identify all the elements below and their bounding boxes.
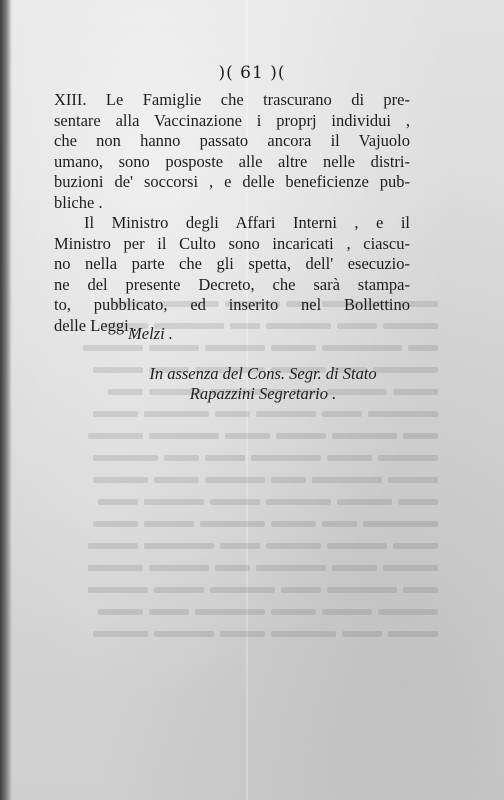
text-line: delle Leggi .	[54, 315, 137, 335]
text-line: buzioni de' soccorsi , e delle beneficienze pub-	[54, 172, 410, 191]
bleed-line	[78, 512, 438, 534]
paragraph-article-xiii	[54, 90, 410, 213]
bleed-line	[78, 556, 438, 578]
absence-line-1: In assenza del Cons. Segr. di Stato	[149, 364, 377, 383]
text-line: no nella parte che gli spetta, dell' esecuzio-	[54, 254, 410, 273]
signature-melzi: Melzi .	[128, 324, 173, 343]
bleed-through-text	[78, 292, 438, 672]
bleed-line	[78, 600, 438, 622]
text-line: to, pubblicato, ed inserito nel Bollettino	[54, 295, 410, 314]
absence-line-2: Rapazzini Segretario .	[189, 384, 337, 403]
decree-text	[54, 90, 410, 336]
absence-note	[0, 364, 504, 404]
bleed-line	[78, 402, 438, 424]
text-line: ne del presente Decreto, che sarà stampa-	[54, 274, 410, 294]
text-line: che non hanno passato ancora il Vajuolo	[54, 131, 410, 150]
bleed-line	[78, 424, 438, 446]
bleed-line	[78, 446, 438, 468]
bleed-line	[78, 622, 438, 644]
text-line: bliche .	[54, 192, 103, 212]
bleed-line	[78, 490, 438, 512]
paragraph-ministers	[54, 213, 410, 336]
page-number: )( 61 )(	[218, 63, 286, 83]
bleed-line	[78, 534, 438, 556]
text-line: Ministro per il Culto sono incaricati , ciascu-	[54, 233, 410, 253]
text-line: Il Ministro degli Affari Interni , e il	[84, 213, 410, 232]
text-line: XIII. Le Famiglie che trascurano di pre-	[54, 90, 410, 109]
text-line: sentare alla Vaccinazione i proprj individui ,	[54, 110, 410, 130]
text-line: umano, sono posposte alle altre nelle distri-	[54, 151, 410, 171]
bleed-line	[78, 468, 438, 490]
bleed-line	[78, 578, 438, 600]
